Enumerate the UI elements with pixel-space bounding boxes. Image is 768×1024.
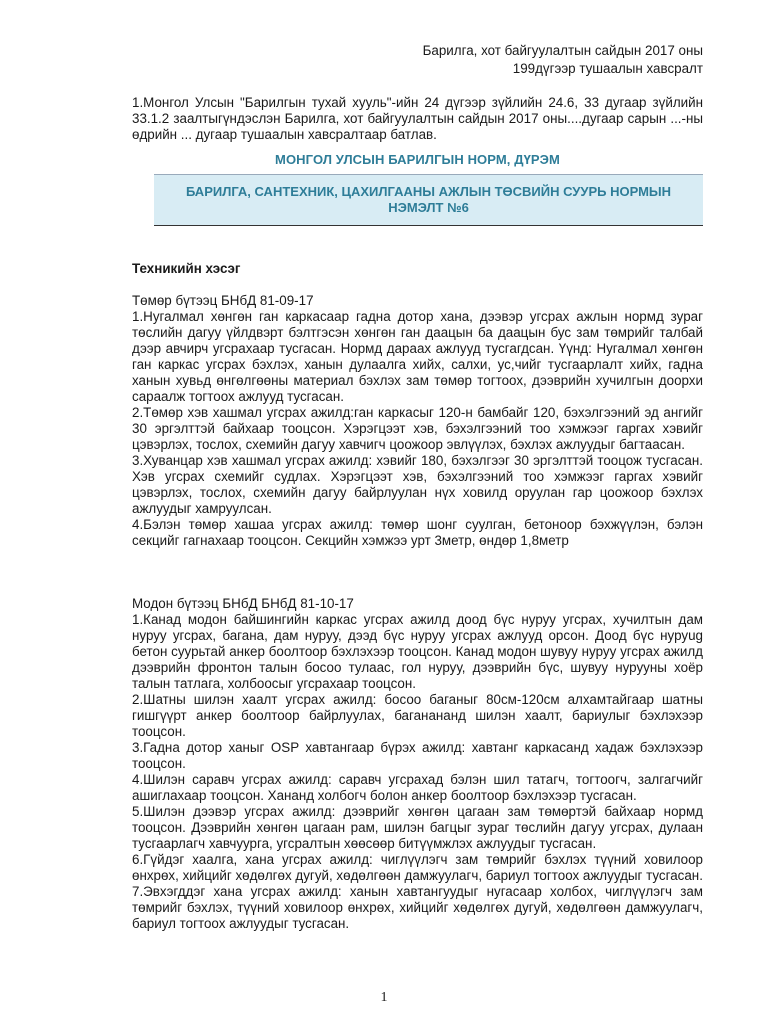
appendix-note xyxy=(303,42,703,78)
appendix-line-1: Барилга, хот байгуулалтын сайдын 2017 оны xyxy=(422,43,703,58)
wood-paragraph-3: 3.Гадна дотор ханыг OSP хавтангаар бүрэх ажилд: хавтанг каркасанд хадаж бэхлэхээр тооцсон. xyxy=(132,740,703,771)
section-heading: Техникийн хэсэг xyxy=(132,261,241,276)
wood-paragraph-5: 5.Шилэн дээвэр угсрах ажилд: дээврийг хөнгөн цагаан зам төмөртэй байхаар нормд тооцсон. Дээврийн хөнгөн цагаан рам, шилэн багцыг зураг төслийн дагуу угсрах, дулаан тусгаарлагч хавчуурга, угсралтын хөөсөөр битүүмжлэх ажлуудыг тусгасан. xyxy=(132,804,703,851)
wood-paragraph-6: 6.Гүйдэг хаалга, хана угсрах ажилд: чиглүүлэгч зам төмрийг бэхлэх түүний ховилоор өнхрөх, хийцийг хөдөлгөх дугуй, хөдөлгөөн дамжуулагч, бариул тогтоох ажлуудыг тусгасан. xyxy=(132,852,703,883)
metal-paragraph-1: 1.Нугалмал хөнгөн ган каркасаар гадна дотор хана, дээвэр угсрах ажлын нормд зураг төслийн дагуу үйлдвэрт бэлтгэсэн хөнгөн ган даацын ба даацын бус зам төмрийг талбай дээр авчирч угсрахаар тусгасан. Нормд дараах ажлууд тусгагдсан. Үүнд: Нугалмал хөнгөн ган каркас угсрах бэхлэх, ханын дулаалга хийх, салхи, ус,чийг тусгаарлалт хийх, гадна ханын хувьд өнгөлгөөны материал бэхлэх зам төмөр тогтоох, дээврийн хучилгын доорхи сараалж тогтоох ажлууд тусгасан. xyxy=(132,309,703,404)
metal-paragraph-2: 2.Төмөр хэв хашмал угсрах ажилд:ган каркасыг 120-н бамбайг 120, бэхэлгээний эд ангийг 30 эргэлттэй байхаар тооцсон. Хэрэгцээт хэв, бэхэлгээний тоо хэмжээг гаргах хэвийг цэвэрлэх, тослох, схемийн дагуу хавчигч цоожоор эвлүүлэх, бэхлэх ажлуудыг багтаасан. xyxy=(132,405,703,452)
wood-paragraph-2: 2.Шатны шилэн хаалт угсрах ажилд: босоо баганыг 80см-120см алхамтайгаар шатны гишгүүрт анкер боолтоор байрлуулах, баганананд шилэн хаалт, бариулыг бэхлэхээр тооцсон. xyxy=(132,692,703,739)
wood-heading: Модон бүтээц БНбД БНбД 81-10-17 xyxy=(132,596,354,611)
approval-text: 1.Монгол Улсын "Барилгын тухай хууль"-ийн 24 дүгээр зүйлийн 24.6, 33 дугаар зүйлийн 33.1.2 заалтыгүндэслэн Барилга, хот байгуулалтын сайдын 2017 оны....дугаар сарын ...-ны өдрийн ... дугаар тушаалын хавсралтаар батлав. xyxy=(132,95,703,142)
metal-paragraph-4: 4.Бэлэн төмөр хашаа угсрах ажилд: төмөр шонг суулган, бетоноор бэхжүүлэн, бэлэн секцийг гагнахаар тооцсон. Секцийн хэмжээ урт 3метр, өндөр 1,8метр xyxy=(132,517,703,548)
appendix-line-2: 199дүгээр тушаалын хавсралт xyxy=(512,61,703,76)
title-band xyxy=(154,174,703,226)
metal-heading: Төмөр бүтээц БНбД 81-09-17 xyxy=(132,293,314,308)
wood-paragraph-4: 4.Шилэн саравч угсрах ажилд: саравч угсрахад бэлэн шил татагч, тогтоогч, залгагчийг ашиглахаар тооцсон. Хананд холбогч болон анкер боолтоор бэхлэхээр тусгасан. xyxy=(132,772,703,803)
page-number: 1 xyxy=(380,990,388,1005)
standard-title: МОНГОЛ УЛСЫН БАРИЛГЫН НОРМ, ДҮРЭМ xyxy=(275,152,560,167)
metal-section xyxy=(132,293,703,549)
metal-paragraph-3: 3.Хуванцар хэв хашмал угсрах ажилд: хэвийг 180, бэхэлгээг 30 эргэлттэй тооцож тусгасан. Хэв угсрах схемийг судлах. Хэрэгцээт хэв, бэхэлгээний тоо хэмжээг гаргах хэвийг цэвэрлэх, тослох, схемийн дагуу байрлуулан нүх ховилд оруулан гар цоожоор бэхлэх ажлуудыг хамруулсан. xyxy=(132,453,703,516)
band-title: БАРИЛГА, САНТЕХНИК, ЦАХИЛГААНЫ АЖЛЫН ТӨСВИЙН СУУРЬ НОРМЫН НЭМЭЛТ №6 xyxy=(185,184,672,215)
wood-paragraph-1: 1.Канад модон байшингийн каркас угсрах ажилд доод бүс нуруу угсрах, хучилтын дам нуруу угсрах, багана, дам нуруу, дээд бүс нуруу угсрах ажлууд орсон. Доод бүс нуруug бетон суурьтай анкер боолтоор бэхлэхээр тооцсон. Канад модон шувуу нуруу угсрах ажилд дээврийн фронтон талын босоо тулаас, гол нуруу, дээврийн бүс, шувуу нурууны хоёр талын татлага, холбоосыг угсрахаар тооцсон. xyxy=(132,612,703,691)
wood-section xyxy=(132,596,703,932)
wood-paragraph-7: 7.Эвхэгддэг хана угсрах ажилд: ханын хавтангуудыг нугасаар холбох, чиглүүлэгч зам төмрийг бэхлэх, түүний ховилоор өнхрөх, хийцийг хөдөлгөх дугуй, хөдөлгөөн дамжуулагч, бариул тогтоох ажлуудыг тусгасан. xyxy=(132,884,703,931)
